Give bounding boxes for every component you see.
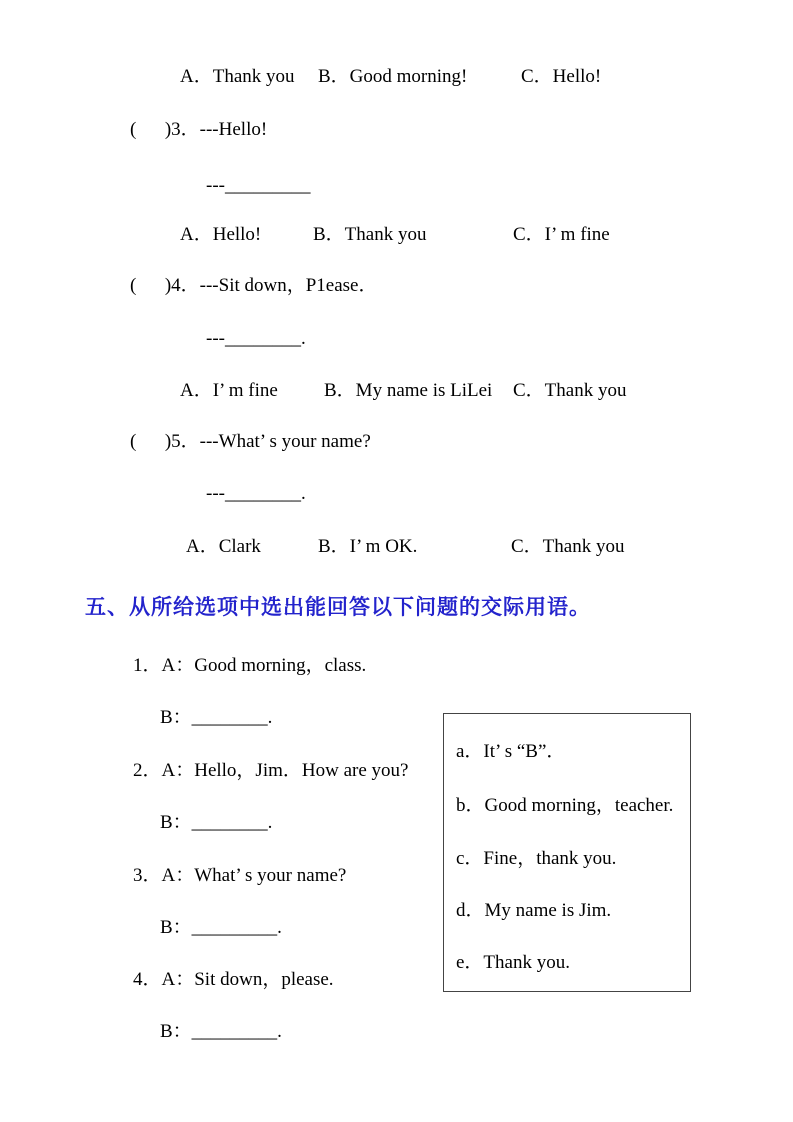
question-3-stem: ( )3．---Hello! <box>130 119 268 140</box>
question-5-option-a: A．Clark <box>186 536 261 557</box>
question-4-option-a: A．I’ m fine <box>180 380 278 401</box>
answer-box-item-c: c．Fine，thank you. <box>456 848 617 869</box>
question-5-option-b: B．I’ m OK. <box>318 536 418 557</box>
prev-question-option-b: B．Good morning! <box>318 66 468 87</box>
prev-question-option-c: C．Hello! <box>521 66 602 87</box>
question-4-stem: ( )4．---Sit down，P1ease． <box>130 275 378 296</box>
question-3-option-c: C．I’ m fine <box>513 224 610 245</box>
dialogue-2-blank: B：________. <box>160 812 273 833</box>
dialogue-2-prompt: 2．A：Hello，Jim．How are you? <box>133 760 409 781</box>
dialogue-4-blank: B：_________. <box>160 1021 282 1042</box>
question-4-option-c: C．Thank you <box>513 380 627 401</box>
question-4-option-b: B．My name is LiLei <box>324 380 493 401</box>
prev-question-option-a: A．Thank you <box>180 66 295 87</box>
question-5-reply-blank: ---________. <box>206 483 306 504</box>
dialogue-4-prompt: 4．A：Sit down，please. <box>133 969 334 990</box>
dialogue-3-blank: B：_________. <box>160 917 282 938</box>
answer-box-item-a: a．It’ s “B”． <box>456 741 566 762</box>
dialogue-1-blank: B：________. <box>160 707 273 728</box>
section-five-heading: 五、从所给选项中选出能回答以下问题的交际用语。 <box>85 596 591 619</box>
question-4-reply-blank: ---________. <box>206 328 306 349</box>
dialogue-3-prompt: 3．A：What’ s your name? <box>133 865 347 886</box>
question-3-reply-blank: ---_________ <box>206 175 311 196</box>
answer-box-item-b: b．Good morning，teacher. <box>456 795 674 816</box>
question-3-option-a: A．Hello! <box>180 224 262 245</box>
answer-box <box>443 713 691 992</box>
question-3-option-b: B．Thank you <box>313 224 427 245</box>
answer-box-item-d: d．My name is Jim. <box>456 900 612 921</box>
question-5-stem: ( )5．---What’ s your name? <box>130 431 371 452</box>
question-5-option-c: C．Thank you <box>511 536 625 557</box>
answer-box-item-e: e．Thank you. <box>456 952 570 973</box>
dialogue-1-prompt: 1．A：Good morning，class. <box>133 655 367 676</box>
